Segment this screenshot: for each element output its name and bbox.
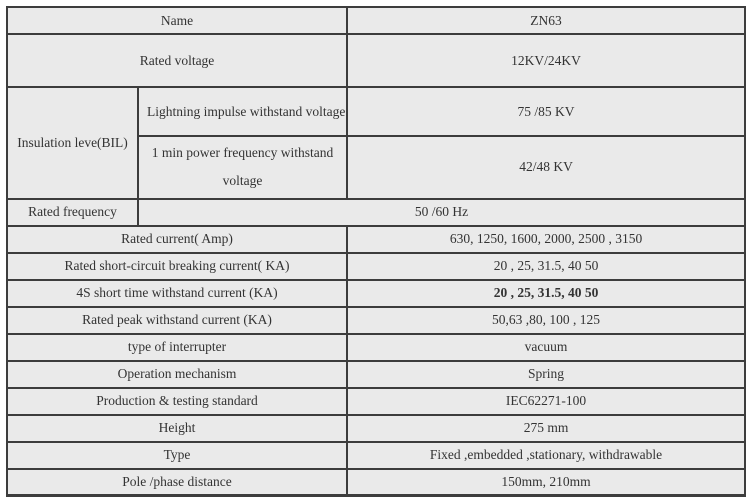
rated-frequency-label-cell: Rated frequency (7, 199, 138, 226)
power-frequency-value-cell: 42/48 KV (347, 136, 745, 199)
height-label-cell: Height (7, 415, 347, 442)
table-row (7, 307, 745, 334)
operation-mechanism-label-cell: Operation mechanism (7, 361, 347, 388)
name-value-cell: ZN63 (347, 7, 745, 34)
table-row (7, 253, 745, 280)
short-time-current-value-cell: 20 , 25, 31.5, 40 50 (347, 280, 745, 307)
table-row (7, 280, 745, 307)
table-row (7, 361, 745, 388)
rated-voltage-value-cell: 12KV/24KV (347, 34, 745, 87)
interrupter-type-value-cell: vacuum (347, 334, 745, 361)
pole-distance-value-cell: 150mm, 210mm (347, 469, 745, 496)
rated-frequency-value-cell: 50 /60 Hz (138, 199, 745, 226)
insulation-level-label-cell: Insulation leve(BIL) (7, 87, 138, 199)
rated-current-label-cell: Rated current( Amp) (7, 226, 347, 253)
testing-standard-value-cell: IEC62271-100 (347, 388, 745, 415)
table-row (7, 87, 745, 136)
table-row (7, 469, 745, 496)
table-row (7, 388, 745, 415)
name-label-cell: Name (7, 7, 347, 34)
lightning-impulse-value-cell: 75 /85 KV (347, 87, 745, 136)
power-frequency-label-cell: 1 min power frequency withstand voltage (138, 136, 347, 199)
peak-current-label-cell: Rated peak withstand current (KA) (7, 307, 347, 334)
short-time-current-label-cell: 4S short time withstand current (KA) (7, 280, 347, 307)
rated-current-value-cell: 630, 1250, 1600, 2000, 2500 , 3150 (347, 226, 745, 253)
breaking-current-label-cell: Rated short-circuit breaking current( KA) (7, 253, 347, 280)
height-value-cell: 275 mm (347, 415, 745, 442)
operation-mechanism-value-cell: Spring (347, 361, 745, 388)
pole-distance-label-cell: Pole /phase distance (7, 469, 347, 496)
interrupter-type-label-cell: type of interrupter (7, 334, 347, 361)
table-row (7, 226, 745, 253)
table-row (7, 34, 745, 87)
spec-table (6, 6, 746, 497)
table-row (7, 199, 745, 226)
peak-current-value-cell: 50,63 ,80, 100 , 125 (347, 307, 745, 334)
rated-voltage-label-cell: Rated voltage (7, 34, 347, 87)
lightning-impulse-label-cell: Lightning impulse withstand voltage (138, 87, 347, 136)
type-value-cell: Fixed ,embedded ,stationary, withdrawable (347, 442, 745, 469)
testing-standard-label-cell: Production & testing standard (7, 388, 347, 415)
table-row (7, 415, 745, 442)
table-row (7, 442, 745, 469)
breaking-current-value-cell: 20 , 25, 31.5, 40 50 (347, 253, 745, 280)
table-row (7, 7, 745, 34)
type-label-cell: Type (7, 442, 347, 469)
table-row (7, 334, 745, 361)
